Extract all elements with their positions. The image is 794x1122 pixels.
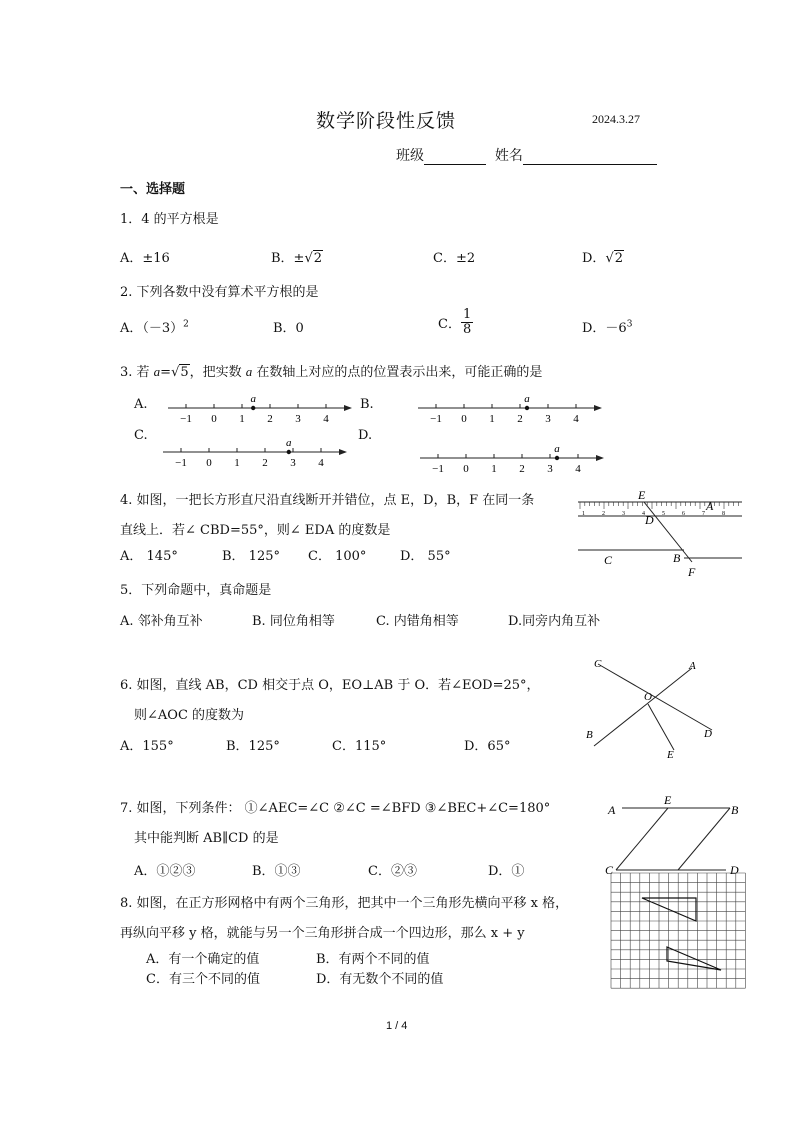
q5-option-d[interactable]: D.同旁内角互补 (508, 614, 601, 629)
q7-label-d: D (730, 863, 739, 874)
numberline-tick-label: 1 (489, 413, 495, 425)
q2-option-b[interactable]: B．0 (273, 321, 304, 336)
q3-radicand: 5 (180, 365, 189, 380)
numberline-tick-label: 3 (290, 457, 296, 469)
q2-d-exponent: 3 (626, 319, 633, 330)
q7-option-c[interactable]: C．②③ (368, 864, 417, 879)
numberline-tick-label: 2 (517, 413, 523, 425)
numberline-tick-label: −1 (180, 413, 192, 425)
q6-label-b: B (586, 729, 593, 741)
numberline-point-a (525, 406, 529, 410)
q4-label-a: A (706, 499, 714, 513)
numberline-tick-label: 3 (295, 413, 301, 425)
q4-label-c: C (604, 553, 613, 567)
q4-label-d: D (645, 513, 654, 527)
q8-grid-figure (609, 871, 753, 997)
q7-option-a[interactable]: A．①②③ (134, 864, 196, 879)
q1-d-radicand: 2 (614, 251, 624, 266)
q3-stem-b: ，把实数 (189, 365, 246, 380)
q3-numberline-c (155, 432, 355, 472)
q7-option-d[interactable]: D．① (488, 864, 525, 879)
q7-option-b[interactable]: B．①③ (252, 864, 301, 879)
q7-label-c: C (605, 863, 614, 874)
q5-stem: 5．下列命题中，真命题是 (120, 583, 272, 598)
q2-option-a[interactable] (120, 317, 189, 336)
q2-a-text: A．（－3） (120, 321, 184, 336)
q8-line1: 8. 如图，在正方形网格中有两个三角形，把其中一个三角形先横向平移 x 格， (120, 896, 569, 911)
q6-line-ab (594, 668, 692, 746)
q4-option-c[interactable]: C． 100° (308, 549, 367, 564)
numberline-tick-label: 0 (211, 413, 217, 425)
numberline-tick-label: −1 (430, 413, 442, 425)
ruler-number: 2 (602, 511, 605, 517)
numberline-tick-label: 2 (519, 463, 525, 474)
q1-option-d[interactable]: D．√2 (582, 251, 624, 266)
q1-stem: 1．4 的平方根是 (120, 212, 219, 227)
q8-option-c[interactable]: C．有三个不同的值 (146, 972, 260, 987)
numberline-arrow (596, 455, 604, 461)
q7-label-a: A (608, 803, 616, 817)
q3-stem: 3. 若 a=√5，把实数 a 在数轴上对应的点的位置表示出来，可能正确的是 (120, 364, 543, 380)
q6-line1: 6. 如图，直线 AB，CD 相交于点 O，EO⊥AB 于 O．若∠EOD=25°， (120, 678, 540, 693)
numberline-tick-label: 1 (234, 457, 240, 469)
q4-label-e: E (638, 488, 646, 502)
q3-option-c-label[interactable]: C. (134, 428, 148, 443)
numberline-point-a (251, 406, 255, 410)
q8-triangle-lower (667, 947, 721, 970)
numberline-tick-label: −1 (175, 457, 187, 469)
ruler-number: 1 (582, 511, 585, 517)
q6-label-o: O (644, 691, 652, 703)
ruler-number: 6 (682, 511, 685, 517)
q4-ruler-ticks (580, 502, 738, 517)
numberline-tick-label: 2 (262, 457, 268, 469)
q6-label-c: C (594, 658, 602, 670)
class-label: 班级 (396, 148, 424, 164)
q7-parallelogram-figure (604, 790, 754, 874)
ruler-number: 8 (722, 511, 725, 517)
q3-var2: a (245, 364, 253, 379)
numberline-tick-label: 1 (239, 413, 245, 425)
numberline-tick-label: −1 (432, 463, 444, 474)
q7-segment-ec (616, 808, 668, 870)
q4-option-a[interactable]: A． 145° (120, 549, 178, 564)
name-field[interactable] (523, 150, 657, 165)
q7-line2: 其中能判断 AB∥CD 的是 (134, 831, 279, 846)
numberline-point-a (287, 450, 291, 454)
q1-b-radicand: 2 (313, 251, 323, 266)
q8-line2: 再纵向平移 y 格，就能与另一个三角形拼合成一个四边形，那么 x + y (120, 926, 525, 941)
q4-line2: 直线上．若∠ CBD=55°，则∠ EDA 的度数是 (120, 523, 391, 538)
q3-numberline-d (412, 438, 612, 474)
q7-line1: 7. 如图，下列条件： ①∠AEC=∠C ②∠C =∠BFD ③∠BEC+∠C=180° (120, 801, 551, 816)
q4-ruler-figure (572, 486, 748, 580)
numberline-tick-label: 2 (267, 413, 273, 425)
q1-d-prefix: D． (582, 251, 606, 266)
q4-line1: 4. 如图，一把长方形直尺沿直线断开并错位，点 E，D，B，F 在同一条 (120, 493, 535, 508)
student-info (396, 145, 657, 165)
q6-ray-oe (648, 704, 674, 750)
q3-numberline-a (160, 388, 360, 428)
name-label: 姓名 (494, 148, 523, 164)
q6-label-d: D (704, 728, 712, 740)
section-heading: 一、选择题 (120, 182, 186, 197)
q6-label-e: E (667, 749, 674, 761)
numberline-tick-label: 0 (206, 457, 212, 469)
q8-option-b[interactable]: B．有两个不同的值 (316, 952, 430, 967)
q6-line2: 则∠AOC 的度数为 (134, 708, 245, 723)
q4-option-b[interactable]: B． 125° (222, 549, 280, 564)
q5-option-b[interactable]: B. 同位角相等 (252, 614, 335, 629)
page-title: 数学阶段性反馈 (316, 110, 457, 132)
q3-option-a-label[interactable]: A. (134, 397, 148, 412)
q5-option-c[interactable]: C. 内错角相等 (376, 614, 459, 629)
numberline-arrow (339, 449, 347, 455)
q3-option-d-label[interactable]: D. (358, 428, 373, 443)
q7-segment-bf (678, 808, 730, 870)
q1-b-prefix: B．± (271, 251, 305, 266)
q4-label-b: B (673, 551, 681, 565)
q2-option-c[interactable] (438, 308, 473, 337)
q2-stem: 2. 下列各数中没有算术平方根的是 (120, 285, 319, 300)
q6-option-a[interactable]: A．155° (120, 739, 174, 754)
q8-grid-lines (611, 873, 745, 988)
numberline-tick-label: 4 (318, 457, 324, 469)
class-field[interactable] (424, 150, 486, 165)
q7-label-e: E (664, 793, 672, 807)
q3-stem-a: 3. 若 (120, 365, 154, 380)
numberline-tick-label: 4 (323, 413, 329, 425)
ruler-number: 3 (622, 511, 625, 517)
q2-c-fraction (461, 308, 473, 337)
q3-eq: = (160, 365, 172, 380)
numberline-point-label: a (250, 393, 256, 405)
q2-a-exponent: 2 (183, 319, 189, 330)
q2-c-numerator: 1 (462, 307, 472, 322)
numberline-tick-label: 0 (463, 463, 469, 474)
q2-d-text: D．－6 (582, 321, 627, 336)
numberline-point-label: a (524, 393, 530, 405)
q2-option-d[interactable] (582, 317, 632, 336)
q1-option-b[interactable]: B．±√2 (271, 251, 323, 266)
q2-c-denominator: 8 (462, 322, 472, 337)
q6-option-c[interactable]: C．115° (332, 739, 387, 754)
numberline-point-label: a (286, 437, 292, 449)
q2-c-prefix: C． (438, 317, 461, 332)
numberline-tick-label: 3 (547, 463, 553, 474)
q8-option-d[interactable]: D．有无数个不同的值 (316, 972, 444, 987)
numberline-arrow (344, 405, 352, 411)
q4-option-d[interactable]: D． 55° (400, 549, 451, 564)
numberline-arrow (594, 405, 602, 411)
q8-option-a[interactable]: A．有一个确定的值 (146, 952, 260, 967)
numberline-tick-label: 4 (573, 413, 579, 425)
q6-option-b[interactable]: B．125° (226, 739, 280, 754)
page-number: 1 / 4 (386, 1020, 408, 1032)
q3-var: a (153, 364, 161, 379)
q6-label-a: A (689, 660, 696, 672)
q3-option-b-label[interactable]: B. (360, 397, 374, 412)
numberline-tick-label: 4 (575, 463, 581, 474)
q3-numberline-b (410, 388, 610, 428)
q5-option-a[interactable]: A. 邻补角互补 (120, 614, 203, 629)
ruler-number: 4 (642, 511, 645, 517)
q6-intersecting-lines-figure (580, 654, 730, 762)
ruler-number: 5 (662, 511, 665, 517)
numberline-point-label: a (554, 443, 560, 455)
numberline-tick-label: 0 (461, 413, 467, 425)
q3-stem-c: 在数轴上对应的点的位置表示出来，可能正确的是 (252, 365, 543, 380)
q6-option-d[interactable]: D．65° (464, 739, 511, 754)
numberline-tick-label: 3 (545, 413, 551, 425)
exam-date: 2024.3.27 (592, 112, 640, 126)
numberline-tick-label: 1 (491, 463, 497, 474)
q7-label-b: B (731, 803, 739, 817)
numberline-point-a (555, 456, 559, 460)
ruler-number: 7 (702, 511, 705, 517)
q1-option-a[interactable]: A．±16 (120, 251, 170, 266)
q1-option-c[interactable]: C．±2 (433, 251, 476, 266)
q4-label-f: F (688, 565, 696, 579)
